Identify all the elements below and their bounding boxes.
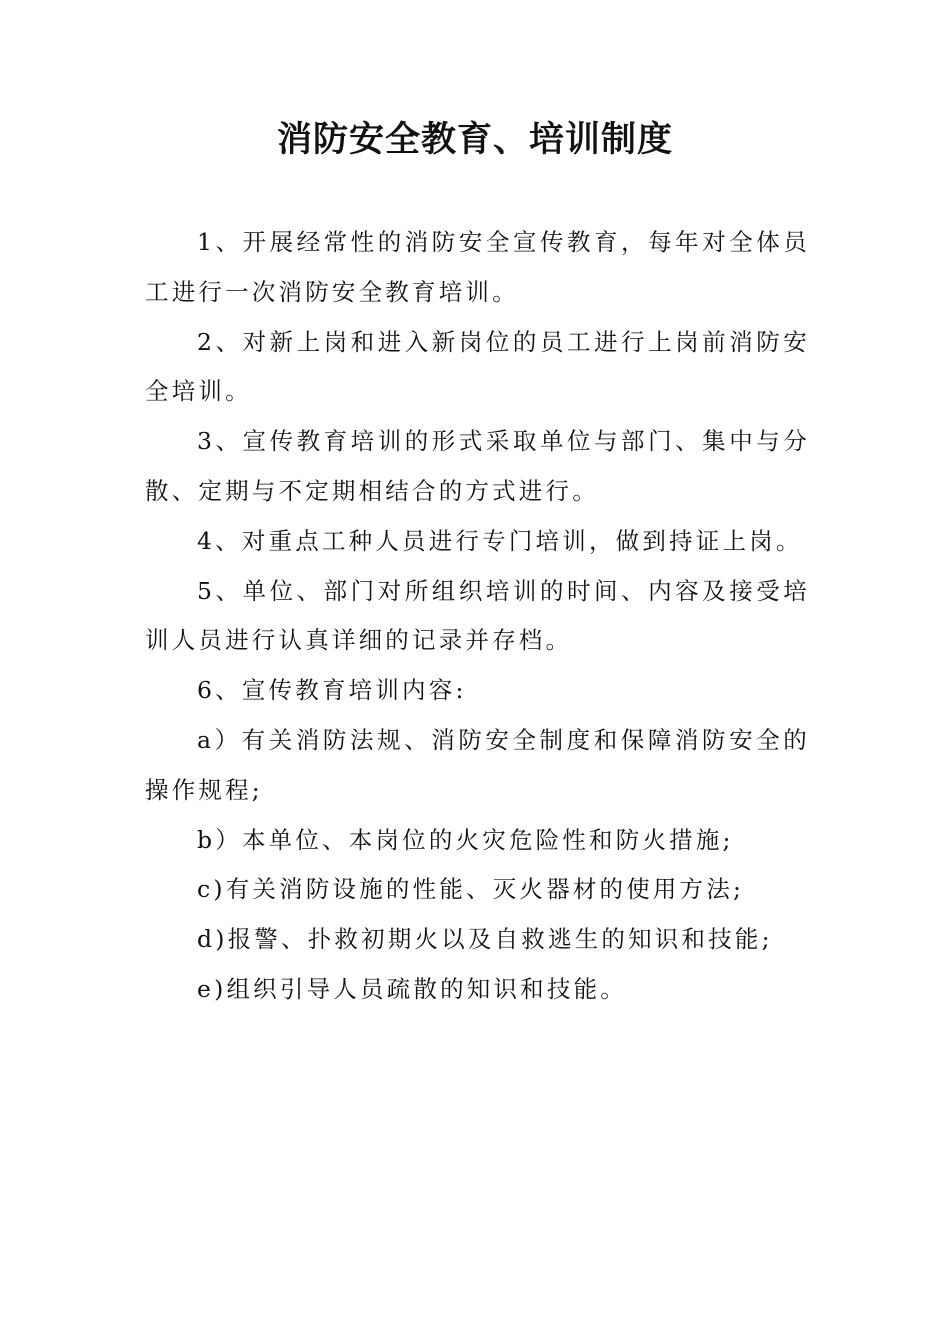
- paragraph-5: 5、单位、部门对所组织培训的时间、内容及接受培训人员进行认真详细的记录并存档。: [145, 576, 810, 655]
- list-item-d: d)报警、扑救初期火以及自救逃生的知识和技能;: [197, 925, 773, 954]
- paragraph-3: 3、宣传教育培训的形式采取单位与部门、集中与分散、定期与不定期相结合的方式进行。: [145, 427, 810, 505]
- list-item-a: a）有关消防法规、消防安全制度和保障消防安全的操作规程;: [145, 725, 810, 804]
- document-body: [145, 218, 810, 1015]
- paragraph-1: 1、开展经常性的消防安全宣传教育，每年对全体员工进行一次消防安全教育培训。: [145, 228, 810, 306]
- document-title: 消防安全教育、培训制度: [276, 120, 673, 160]
- list-item-e: e)组织引导人员疏散的知识和技能。: [197, 974, 627, 1003]
- paragraph-4: 4、对重点工种人员进行专门培训，做到持证上岗。: [197, 526, 803, 555]
- list-item-b: b）本单位、本岗位的火灾危险性和防火措施;: [197, 825, 734, 854]
- paragraph-6: 6、宣传教育培训内容:: [197, 676, 467, 705]
- paragraph-2: 2、对新上岗和进入新岗位的员工进行上岗前消防安全培训。: [145, 327, 810, 406]
- list-item-c: c)有关消防设施的性能、灭火器材的使用方法;: [197, 875, 745, 904]
